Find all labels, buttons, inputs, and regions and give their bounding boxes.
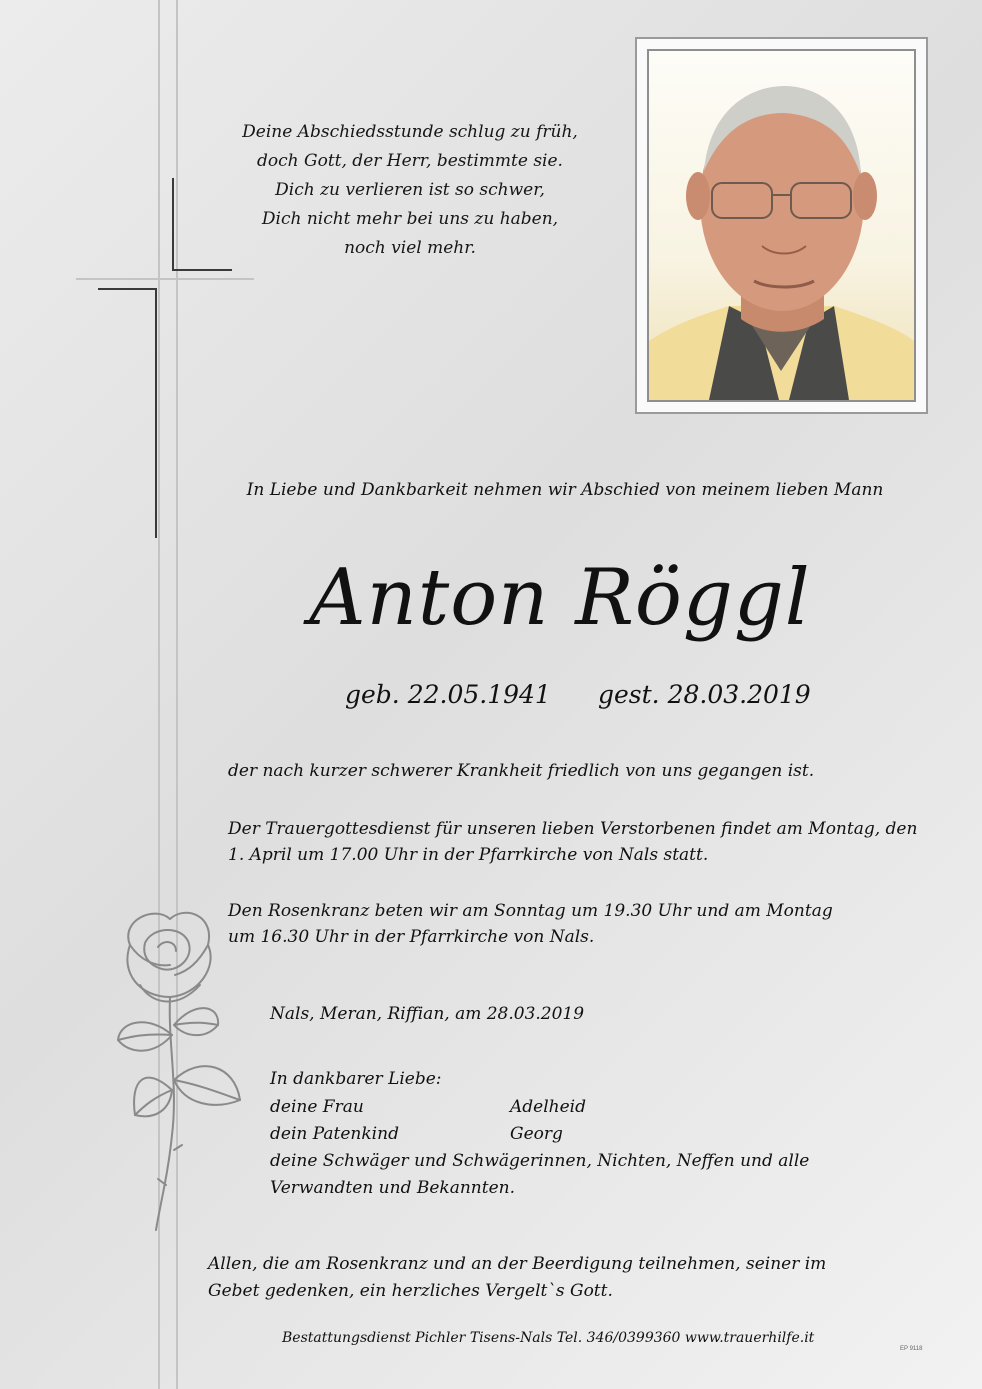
- family-heading: In dankbarer Liebe:: [270, 1069, 442, 1089]
- closing-thanks: [208, 1251, 908, 1305]
- family-others-line: deine Schwäger und Schwägerinnen, Nichten, Neffen und alle: [270, 1151, 810, 1171]
- paragraph-line: der nach kurzer schwerer Krankheit friedlich von uns gegangen ist.: [228, 761, 815, 781]
- paragraph-passing: [228, 758, 948, 784]
- intro-text: In Liebe und Dankbarkeit nehmen wir Abschied von meinem lieben Mann: [246, 480, 884, 500]
- poem-line: Deine Abschiedsstunde schlug zu früh,: [242, 122, 578, 142]
- family-member-name: Adelheid: [510, 1097, 586, 1117]
- portrait-frame: [635, 37, 928, 414]
- paragraph-line: um 16.30 Uhr in der Pfarrkirche von Nals.: [228, 927, 595, 947]
- deceased-name: Anton Röggl: [309, 553, 811, 643]
- family-others: [270, 1148, 809, 1202]
- family-member-name: Georg: [510, 1124, 563, 1144]
- death-date: gest. 28.03.2019: [598, 680, 811, 709]
- family-relation: dein Patenkind: [270, 1124, 399, 1144]
- closing-line: Gebet gedenken, ein herzliches Vergelt`s Gott.: [208, 1281, 613, 1301]
- poem-line: Dich zu verlieren ist so schwer,: [275, 180, 545, 200]
- paragraph-line: Den Rosenkranz beten wir am Sonntag um 19.30 Uhr und am Montag: [228, 901, 833, 921]
- poem-line: Dich nicht mehr bei uns zu haben,: [261, 209, 559, 229]
- family-others-line: Verwandten und Bekannten.: [270, 1178, 515, 1198]
- birth-date: geb. 22.05.1941: [345, 680, 551, 709]
- portrait-photo: [647, 49, 916, 402]
- paragraph-service: [228, 816, 948, 868]
- paragraph-line: 1. April um 17.00 Uhr in der Pfarrkirche von Nals statt.: [228, 845, 709, 865]
- place-date: Nals, Meran, Riffian, am 28.03.2019: [270, 1004, 585, 1024]
- poem-line: doch Gott, der Herr, bestimmte sie.: [257, 151, 563, 171]
- closing-line: Allen, die am Rosenkranz und an der Beerdigung teilnehmen, seiner im: [208, 1254, 827, 1274]
- family-relation: deine Frau: [270, 1097, 364, 1117]
- paragraph-line: Der Trauergottesdienst für unseren lieben Verstorbenen findet am Montag, den: [228, 819, 918, 839]
- rose-illustration: [100, 905, 260, 1245]
- poem-line: noch viel mehr.: [344, 238, 476, 258]
- poem: [200, 118, 620, 263]
- funeral-service-footer: Bestattungsdienst Pichler Tisens-Nals Tel. 346/0399360 www.trauerhilfe.it: [282, 1330, 815, 1346]
- template-code: EP 9118: [900, 1346, 923, 1352]
- paragraph-rosary: [228, 898, 948, 950]
